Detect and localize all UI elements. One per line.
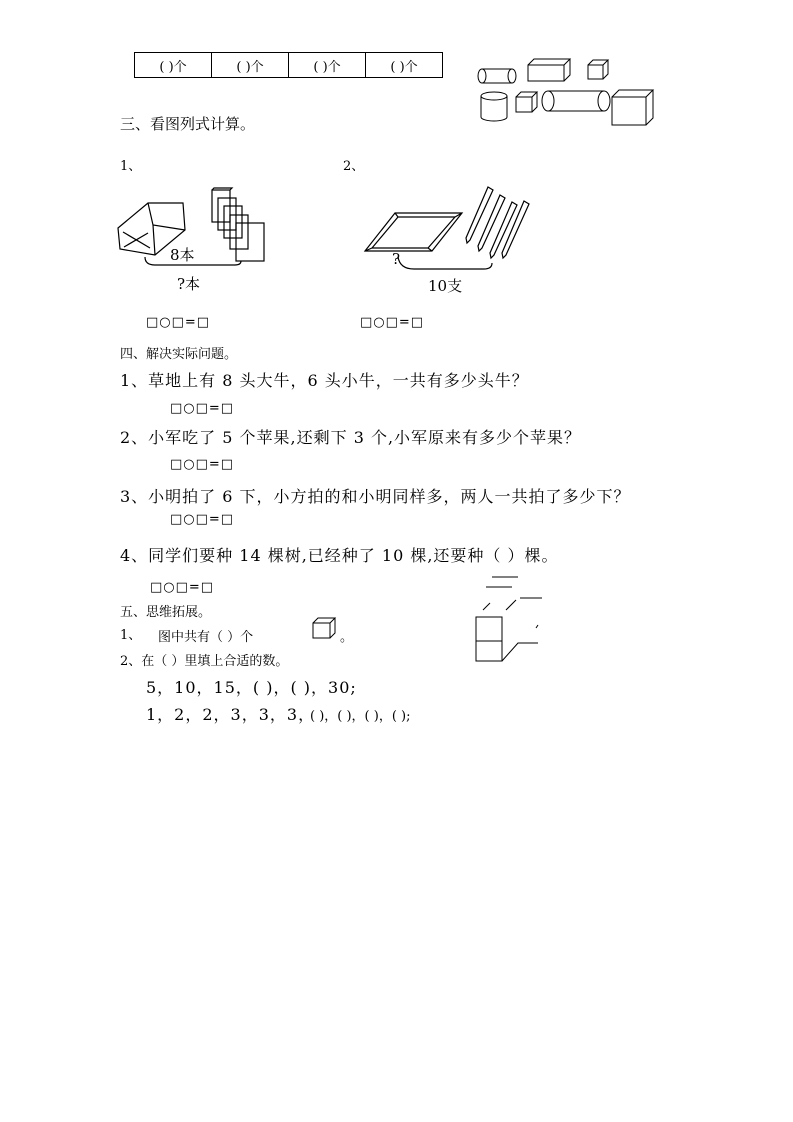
book-icon: [236, 223, 264, 261]
q1-prefix: 1、: [120, 628, 142, 643]
section5-title: 五、思维拓展。: [120, 605, 212, 620]
question-4-text: 4、同学们要种 14 棵树,已经种了 10 棵,还要种（ ）棵。: [120, 546, 559, 565]
count-cell[interactable]: ( )个: [289, 53, 366, 78]
question-1-text: 1、草地上有 8 头大牛，6 头小牛，一共有多少头牛？: [120, 371, 529, 390]
problem1-equation[interactable]: □○□=□: [146, 315, 211, 330]
sequence-1[interactable]: 5，10，15，( )，( )，30;: [146, 678, 357, 697]
cylinder-shape: [481, 92, 507, 121]
section3-title: 三、看图列式计算。: [120, 115, 256, 133]
question-4-equation[interactable]: □○□=□: [150, 580, 215, 595]
cube-shape: [516, 92, 537, 112]
cuboid-shape: [528, 59, 570, 81]
solid-shapes-illustration: [470, 55, 670, 130]
pencil-total-label: 10支: [428, 277, 463, 295]
sequence-2-blanks[interactable]: ( )，( )，( )，( );: [310, 709, 411, 724]
stacked-cubes-figure: [470, 570, 550, 665]
question-2-equation[interactable]: □○□=□: [170, 457, 235, 472]
question-1-equation[interactable]: □○□=□: [170, 401, 235, 416]
book-total-label: ?本: [177, 275, 201, 293]
book-icon: [218, 198, 236, 230]
cube-shape: [612, 90, 653, 125]
question-2-text: 2、小军吃了 5 个苹果,还剩下 3 个,小军原来有多少个苹果？: [120, 428, 582, 447]
section4-title: 四、解决实际问题。: [120, 347, 238, 362]
problem2-number: 2、: [343, 159, 365, 174]
question-3-equation[interactable]: □○□=□: [170, 512, 235, 527]
q1-text: 图中共有（ ）个: [158, 630, 254, 645]
cube-icon: [312, 617, 338, 639]
sequence-2-start: 1，2，2，3，3，3，: [146, 705, 316, 724]
q1-suffix: 。: [340, 630, 354, 645]
problem2-equation[interactable]: □○□=□: [360, 315, 425, 330]
question-mark: ?: [392, 250, 401, 268]
cylinder-shape: [542, 91, 610, 111]
pencil-icon: [478, 195, 505, 251]
question-3-text: 3、小明拍了 6 下，小方拍的和小明同样多，两人一共拍了多少下？: [120, 487, 631, 506]
q2-text: 2、在（ ）里填上合适的数。: [120, 654, 289, 669]
problem1-number: 1、: [120, 159, 142, 174]
book-count-label: 8本: [170, 246, 195, 264]
cylinder-shape: [478, 69, 516, 83]
cube-shape: [588, 60, 608, 79]
book-icon: [230, 215, 248, 249]
count-cell[interactable]: ( )个: [212, 53, 289, 78]
pencil-box-icon: [365, 213, 462, 251]
count-cell[interactable]: ( )个: [135, 53, 212, 78]
count-table: [134, 52, 443, 78]
count-cell[interactable]: ( )个: [366, 53, 443, 78]
pencil-icon: [466, 187, 493, 243]
